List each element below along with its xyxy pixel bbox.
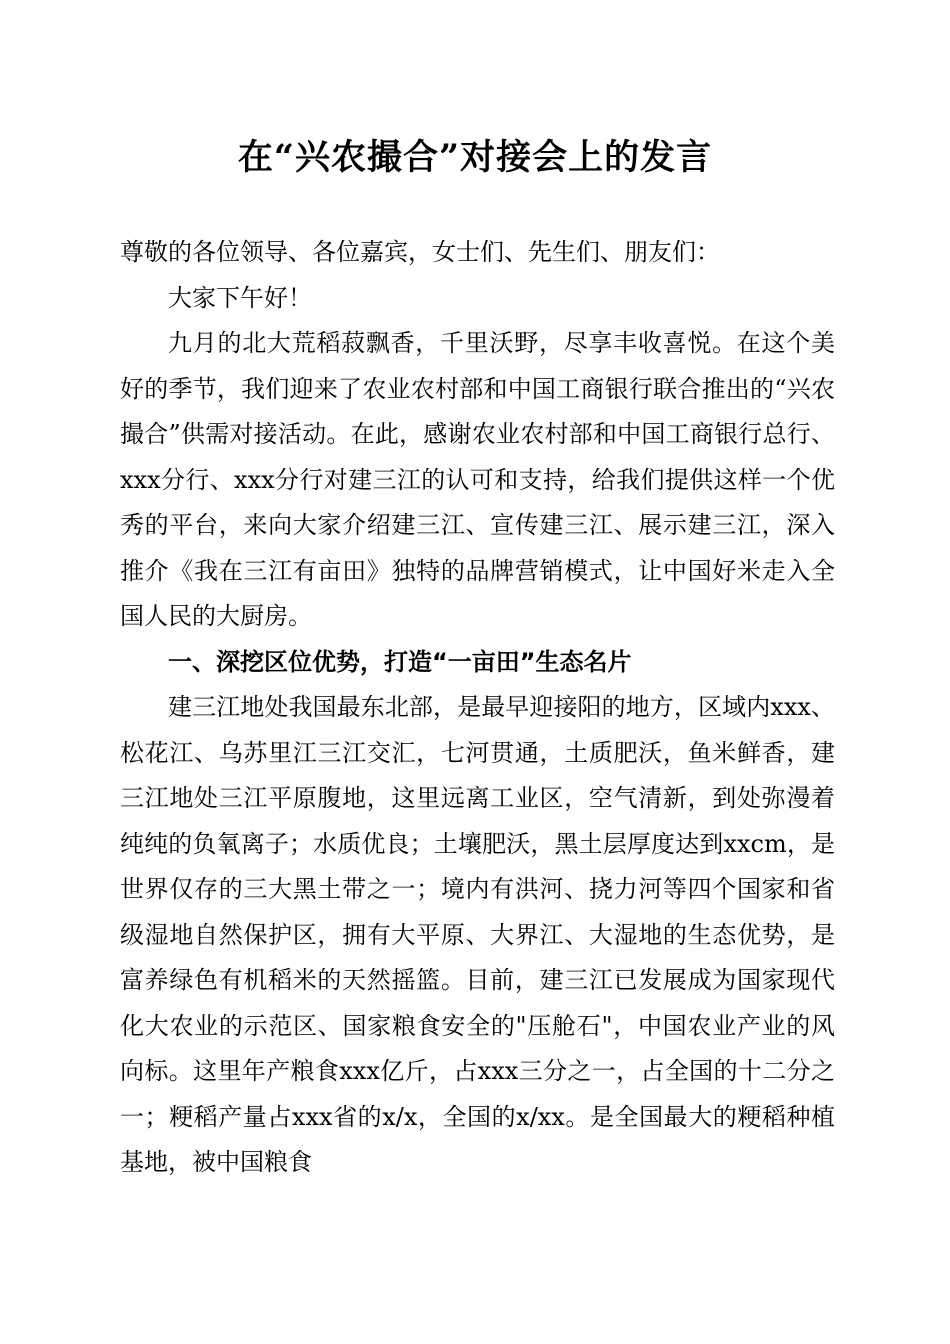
document-title: 在“兴农撮合”对接会上的发言 [237,137,713,178]
greeting: 大家下午好！ [168,283,312,312]
paragraph-1: 九月的北大荒稻菽飘香，千里沃野，尽享丰收喜悦。在这个美好的季节，我们迎来了农业农村部和中国工商银行联合推出的“兴农撮合”供需对接活动。在此，感谢农业农村部和中国工商银行总行、xxx分行、xxx分行对建三江的认可和支持，给我们提供这样一个优秀的平台，来向大家介绍建三江、宣传建三江、展示建三江，深入推介《我在三江有亩田》独特的品牌营销模式，让中国好米走入全国人民的大厨房。 [120,329,835,630]
paragraph-2: 建三江地处我国最东北部，是最早迎接阳的地方，区域内xxx、松花江、乌苏里江三江交汇，七河贯通，土质肥沃，鱼米鲜香，建三江地处三江平原腹地，这里远离工业区，空气清新，到处弥漫着纯纯的负氧离子；水质优良；土壤肥沃，黑土层厚度达到xxcm，是世界仅存的三大黑土带之一；境内有洪河、挠力河等四个国家和省级湿地自然保护区，拥有大平原、大界江、大湿地的生态优势，是富养绿色有机稻米的天然摇篮。目前，建三江已发展成为国家现代化大农业的示范区、国家粮食安全的"压舱石"，中国农业产业的风向标。这里年产粮食xxx亿斤，占xxx三分之一，占全国的十二分之一；粳稻产量占xxx省的x/x，全国的x/xx。是全国最大的粳稻种植基地，被中国粮食 [120,693,835,1176]
document-body [120,230,835,1186]
salutation: 尊敬的各位领导、各位嘉宾，女士们、先生们、朋友们： [120,238,720,266]
section-heading-1: 一、深挖区位优势，打造“一亩田”生态名片 [168,647,632,676]
